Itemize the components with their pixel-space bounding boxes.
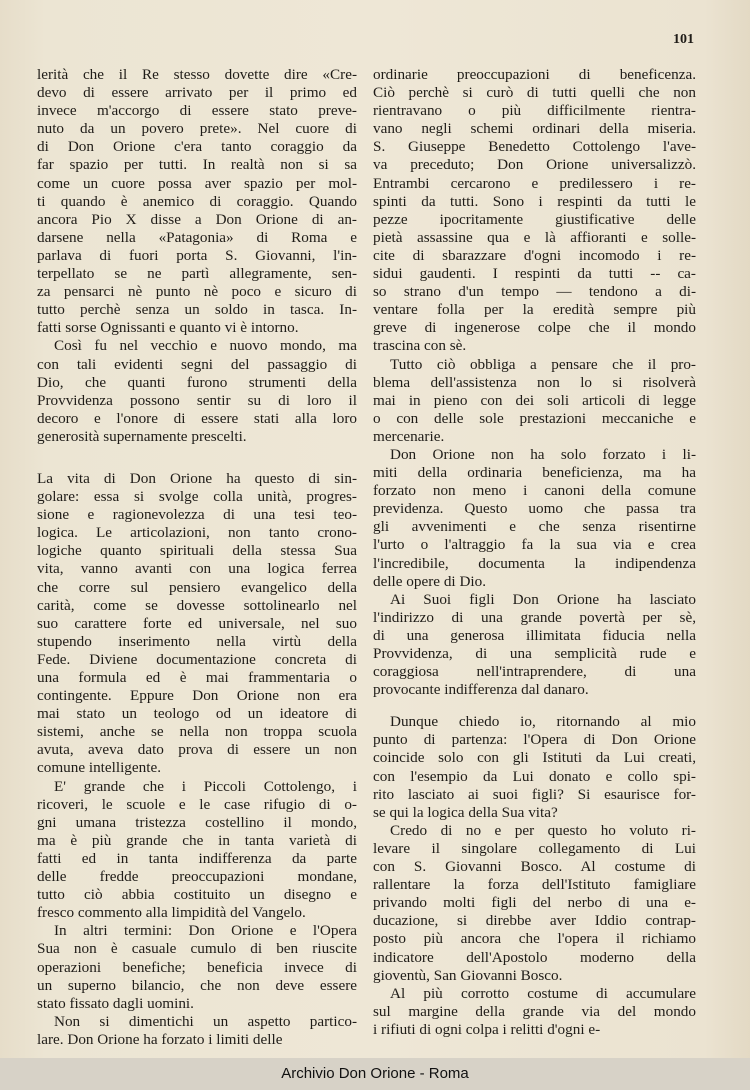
right-column bbox=[373, 66, 696, 1039]
text-line: carità, come se dovesse sottolinearlo nel bbox=[37, 596, 357, 614]
text-line: va preceduto; Don Orione universalizzò. bbox=[373, 156, 696, 174]
text-line: Provvidenza possono sentir su di loro il bbox=[37, 391, 357, 409]
text-line: terpellato se ne partì allegramente, sen- bbox=[37, 265, 357, 283]
text-line: con tali evidenti segni del passaggio di bbox=[37, 355, 357, 373]
text-line: tutto perchè senza un soldo in tasca. In- bbox=[37, 301, 357, 319]
text-line: sistemi, anche se nella non troppa scuola bbox=[37, 723, 357, 741]
paragraph bbox=[373, 446, 696, 591]
text-line: previdenza. Questo uomo che passa tra bbox=[373, 500, 696, 518]
text-line: i rifiuti di ogni colpa i relitti d'ogni e- bbox=[373, 1020, 601, 1038]
text-line: mai stato un teologo od un ideatore di bbox=[37, 705, 357, 723]
text-line: operazioni benefiche; beneficia invece di bbox=[37, 958, 357, 976]
text-line: logiche quanto spirituali della stessa Sua bbox=[37, 542, 357, 560]
text-line: ti quando è anemico di coraggio. Quando bbox=[37, 192, 357, 210]
text-line: forzato non meno i canoni della comune bbox=[373, 482, 696, 500]
paragraph bbox=[373, 591, 696, 700]
text-line: una formula ed è mai frammentaria o bbox=[37, 669, 357, 686]
text-line: come un cuore possa aver spazio per mol- bbox=[37, 174, 357, 192]
text-line: cite di sbarazzare d'ogni incomodo i re- bbox=[373, 246, 696, 264]
paragraph-gap bbox=[37, 446, 357, 470]
text-line: ancora Pio X disse a Don Orione di an- bbox=[37, 210, 357, 228]
paragraph bbox=[373, 66, 696, 356]
text-line: pietà assassine qua e là affioranti e solle- bbox=[373, 228, 696, 246]
text-line: un superno bilancio, che non deve essere bbox=[37, 976, 357, 994]
text-line: blema dell'assistenza non lo si risolverà bbox=[373, 373, 696, 391]
text-line: Provvidenza, di una semplicità rude e bbox=[373, 645, 696, 662]
text-line: decoro e l'onore di essere stati alla loro bbox=[37, 409, 357, 427]
text-line: vano negli schemi ordinari della miseria. bbox=[373, 120, 696, 138]
text-line: Ciò perchè si curò di tutti quelli che non bbox=[373, 84, 696, 102]
text-line: vita, vanno avanti con una logica ferrea bbox=[37, 560, 357, 578]
text-line: con l'esempio da Lui donato e collo spi- bbox=[373, 767, 696, 785]
text-line: Dunque chiedo io, ritornando al mio bbox=[390, 713, 696, 731]
text-line: mercenarie. bbox=[373, 427, 445, 445]
text-line: di una generosa illimitata fiducia nella bbox=[373, 626, 696, 644]
text-line: tutto ciò abbia costituito un disegno e bbox=[37, 886, 357, 904]
text-line: miti della ordinaria beneficienza, ma ha bbox=[373, 464, 696, 482]
text-line: La vita di Don Orione ha questo di sin- bbox=[37, 469, 357, 487]
text-line: golare: essa si svolge colla unità, progres- bbox=[37, 488, 357, 506]
text-line: ordinarie preoccupazioni di beneficenza. bbox=[373, 66, 696, 83]
paragraph bbox=[373, 822, 696, 985]
text-line: sul margine della grande via del mondo bbox=[373, 1002, 696, 1020]
paragraph bbox=[37, 66, 357, 337]
text-line: rallentare la forza dell'Istituto famigliare bbox=[373, 876, 696, 894]
text-line: indicatore dell'Apostolo moderno della bbox=[373, 948, 696, 966]
text-line: l'urto o l'altraggio fa la sua via e crea bbox=[373, 536, 696, 554]
text-line: gioventù, San Giovanni Bosco. bbox=[373, 966, 563, 984]
text-line: E' grande che i Piccoli Cottolengo, i bbox=[54, 777, 357, 795]
text-line: o con delle sole prestazioni meccaniche e bbox=[373, 409, 696, 427]
text-line: stupendo inserimento nella virtù della bbox=[37, 632, 357, 650]
text-line: l'incredibile, documenta la indipendenza bbox=[373, 554, 696, 572]
paragraph bbox=[37, 470, 357, 778]
paragraph bbox=[37, 337, 357, 446]
text-line: pezze ipocritamente giustificative delle bbox=[373, 210, 696, 228]
text-line: sione e ragionevolezza di una tesi teo- bbox=[37, 506, 357, 524]
text-line: Così fu nel vecchio e nuovo mondo, ma bbox=[54, 337, 357, 355]
text-line: so strano d'un tempo — tendono a di- bbox=[373, 283, 696, 301]
text-line: ricoveri, le scuole e le case rifugio di o- bbox=[37, 795, 357, 813]
text-line: Fede. Diviene documentazione concreta di bbox=[37, 650, 357, 668]
text-line: suo carattere forte ed universale, nel suo bbox=[37, 614, 357, 632]
page-number: 101 bbox=[673, 32, 694, 47]
text-line: rito lasciato ai suoi figli? Si esaurisce for- bbox=[373, 785, 696, 803]
text-line: nuto da un povero prete». Nel cuore di bbox=[37, 120, 357, 138]
text-line: Tutto ciò obbliga a pensare che il pro- bbox=[390, 355, 696, 373]
text-line: posto più ancora che l'opera il richiamo bbox=[373, 930, 696, 948]
text-line: gni umana tristezza costellino il mondo, bbox=[37, 813, 357, 831]
paragraph bbox=[373, 356, 696, 446]
text-line: invece m'accorgo di essere stato preve- bbox=[37, 102, 357, 120]
text-line: In altri termini: Don Orione e l'Opera bbox=[54, 922, 357, 940]
text-line: delle opere di Dio. bbox=[373, 572, 487, 590]
text-line: lare. Don Orione ha forzato i limiti delle bbox=[37, 1030, 283, 1048]
text-line: con S. Giovanni Bosco. Al costume di bbox=[373, 858, 696, 876]
text-line: Credo di no e per questo ho voluto ri- bbox=[390, 821, 696, 839]
text-line: coraggiosa nell'intraprendere, di una bbox=[373, 663, 696, 681]
text-line: logica. Le articolazioni, non tanto crono- bbox=[37, 524, 357, 542]
text-line: fatti ed in tanta indifferenza da parte bbox=[37, 849, 357, 867]
text-line: fresco commento alla limpidità del Vangelo. bbox=[37, 904, 306, 922]
text-line: avuta, aveva dato prova di essere un non bbox=[37, 741, 357, 759]
text-line: coincide solo con gli Istituti da Lui creati, bbox=[373, 749, 696, 767]
text-line: greve di ingenerose colpe che il mondo bbox=[373, 319, 696, 337]
text-line: Ai Suoi figli Don Orione ha lasciato bbox=[390, 590, 696, 608]
text-line: lerità che il Re stesso dovette dire «Cre- bbox=[37, 66, 357, 83]
text-line: Entrambi cercarono e predilessero i re- bbox=[373, 174, 696, 192]
text-line: provocante indifferenza dal danaro. bbox=[373, 681, 589, 699]
text-line: gli avvenimenti e che senza risentirne bbox=[373, 518, 696, 536]
text-line: Don Orione non ha solo forzato i li- bbox=[390, 445, 696, 463]
text-line: Al più corrotto costume di accumulare bbox=[390, 984, 696, 1002]
paragraph bbox=[37, 1013, 357, 1049]
paragraph bbox=[37, 778, 357, 923]
text-line: Non si dimentichi un aspetto partico- bbox=[54, 1012, 357, 1030]
text-line: rientravano o più difficilmente rientra- bbox=[373, 102, 696, 120]
text-line: S. Giuseppe Benedetto Cottolengo l'ave- bbox=[373, 138, 696, 156]
text-line: generosità supernamente prescelti. bbox=[37, 427, 247, 445]
text-line: l'indirizzo di una grande povertà per sè, bbox=[373, 608, 696, 626]
text-line: devo di essere arrivato per il primo ed bbox=[37, 84, 357, 102]
text-line: comune intelligente. bbox=[37, 759, 161, 777]
left-column bbox=[37, 66, 357, 1049]
text-line: mai in pieno con dei soli articoli di legge bbox=[373, 391, 696, 409]
text-line: za pensarci nè punto nè poco e sicuro di bbox=[37, 283, 357, 301]
archive-footer: Archivio Don Orione - Roma bbox=[0, 1058, 750, 1090]
text-line: delle fredde preoccupazioni mondane, bbox=[37, 868, 357, 886]
text-line: ducazione, si direbbe aver Iddio contrap- bbox=[373, 912, 696, 930]
text-line: fatti sorse Ognissanti e quanto vi è intorno. bbox=[37, 319, 299, 337]
text-line: se qui la logica della Sua vita? bbox=[373, 803, 558, 821]
text-line: privando molti figli del nerbo di una e- bbox=[373, 894, 696, 912]
text-line: trascina con sè. bbox=[373, 337, 467, 355]
paragraph bbox=[373, 713, 696, 822]
text-line: far spazio per tutti. In realtà non si sa bbox=[37, 156, 357, 174]
text-line: Sua non è casuale cumulo di ben riuscite bbox=[37, 940, 357, 958]
text-line: levare il singolare collegamento di Lui bbox=[373, 839, 696, 857]
text-line: spinti da tutti. Sono i respinti da tutti le bbox=[373, 192, 696, 210]
text-line: Dio, che quanti furono strumenti della bbox=[37, 373, 357, 391]
paragraph bbox=[37, 922, 357, 1012]
text-line: di Don Orione c'era tanto coraggio da bbox=[37, 138, 357, 156]
text-line: stato fissato dagli uomini. bbox=[37, 994, 194, 1012]
paragraph bbox=[373, 985, 696, 1039]
text-line: ma è più grande che in tanta varietà di bbox=[37, 831, 357, 849]
text-line: contingente. Eppure Don Orione non era bbox=[37, 687, 357, 705]
text-line: sidui gaudenti. I respinti da tutti -- ca- bbox=[373, 265, 696, 283]
text-line: punto di partenza: l'Opera di Don Orione bbox=[373, 731, 696, 749]
paragraph-gap bbox=[373, 699, 696, 713]
text-line: darsene nella «Patagonia» di Roma e bbox=[37, 228, 357, 246]
text-line: parlava di fuori porta S. Giovanni, l'in- bbox=[37, 246, 357, 264]
text-line: che corre sul pensiero evangelico della bbox=[37, 578, 357, 596]
text-line: ventare folla per la eredità sempre più bbox=[373, 301, 696, 319]
